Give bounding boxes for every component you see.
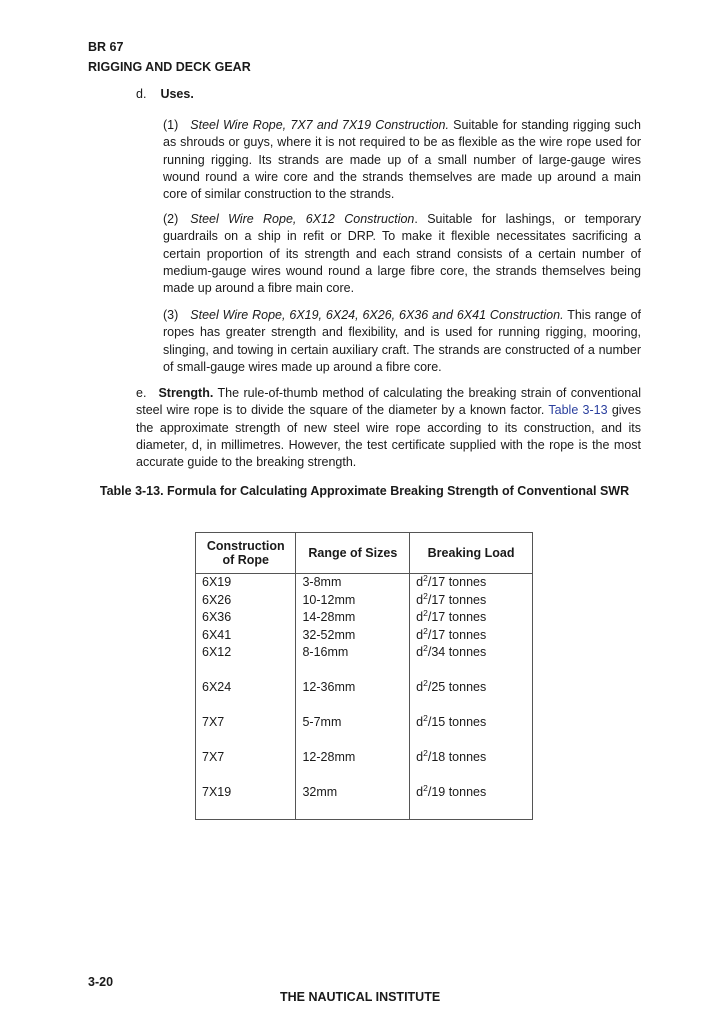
- construction-cell: 7X7: [196, 749, 296, 784]
- section-d-title: Uses.: [160, 87, 194, 101]
- uses-item-number: (2): [163, 212, 179, 226]
- header-range-of-sizes: Range of Sizes: [296, 533, 410, 574]
- construction-cell: 6X19 6X26 6X36 6X41: [196, 574, 296, 645]
- load-cell: $d^2/19$ tonnes: [410, 784, 533, 820]
- size-cell: 32mm: [296, 784, 410, 820]
- size-cell: 3-8mm 10-12mm 14-28mm 32-52mm: [296, 574, 410, 645]
- uses-item-2: [163, 211, 641, 297]
- size-cell: 12-36mm: [296, 679, 410, 714]
- uses-item-text: This range of ropes has greater strength and flexibility, and is used for running rigging, mooring, slinging, and towing in certain auxiliary craft. The strands are constructed of a number of small-gauge wires made up around a fibre core.: [163, 308, 641, 374]
- table-row: [196, 644, 533, 679]
- uses-item-number: (1): [163, 118, 179, 132]
- load-cell: $d^2/25$ tonnes: [410, 679, 533, 714]
- document-id: BR 67: [88, 40, 124, 54]
- section-d-heading: [136, 87, 194, 101]
- table-caption: Table 3-13. Formula for Calculating Approximate Breaking Strength of Conventional SWR: [99, 484, 630, 498]
- section-e-label: e.: [136, 386, 147, 400]
- footer-institute: THE NAUTICAL INSTITUTE: [280, 990, 441, 1004]
- uses-item-3: [163, 307, 641, 376]
- load-cell: $d^2/18$ tonnes: [410, 749, 533, 784]
- size-cell: 5-7mm: [296, 714, 410, 749]
- uses-item-text: . Suitable for lashings, or temporary guardrails on a ship in refit or DRP. To make it flexible necessitates sacrificing a certain proportion of its strength and each strand consists of a certain number of medium-gauge wires wound round a large fibre core, the strands themselves being made up around a fibre main core.: [163, 212, 641, 296]
- section-d-label: d.: [136, 87, 147, 101]
- uses-item-1: [163, 117, 641, 203]
- strength-text-2: gives the approximate strength of new steel wire rope according to its construction, and its diameter, d, in millimetres. However, the test certificate supplied with the rope is the most accurate guide to the breaking strength.: [136, 403, 641, 470]
- load-cell: $d^2/17$ tonnes $d^2/17$ tonnes $d^2/17$ tonnes $d^2/17$ tonnes: [410, 574, 533, 645]
- page-number: 3-20: [88, 975, 114, 989]
- load-cell: $d^2/34$ tonnes: [410, 644, 533, 679]
- size-cell: 8-16mm: [296, 644, 410, 679]
- construction-cell: 7X7: [196, 714, 296, 749]
- uses-item-title: Steel Wire Rope, 7X7 and 7X19 Construction.: [190, 118, 449, 132]
- uses-item-title: Steel Wire Rope, 6X12 Construction: [190, 212, 415, 226]
- table-row-group: [196, 574, 533, 645]
- strength-paragraph: [136, 385, 641, 471]
- table-3-13-link[interactable]: Table 3-13: [548, 403, 608, 418]
- strength-text-1: The rule-of-thumb method of calculating the breaking strain of conventional steel wire rope is to divide the square of the diameter by a known factor.: [136, 386, 641, 418]
- table-row: [196, 679, 533, 714]
- uses-item-title: Steel Wire Rope, 6X19, 6X24, 6X26, 6X36 and 6X41 Construction.: [190, 308, 564, 322]
- construction-cell: 6X12: [196, 644, 296, 679]
- header-construction: Construction of Rope: [196, 533, 296, 574]
- construction-cell: 7X19: [196, 784, 296, 820]
- uses-item-text: Suitable for standing rigging such as shrouds or guys, where it is not required to be as flexible as the wire rope used for running rigging. Its strands are made up of a small number of large-gauge wires wound round a wire core and the strands themselves are made up around a main core of similar construction to the strands.: [163, 118, 642, 202]
- document-title: RIGGING AND DECK GEAR: [88, 60, 251, 74]
- size-cell: 12-28mm: [296, 749, 410, 784]
- uses-item-number: (3): [163, 308, 179, 322]
- construction-cell: 6X24: [196, 679, 296, 714]
- table-row: [196, 714, 533, 749]
- breaking-strength-table: [195, 532, 533, 820]
- table-row: [196, 784, 533, 820]
- table-row: [196, 749, 533, 784]
- header-breaking-load: Breaking Load: [410, 533, 533, 574]
- section-e-title: Strength.: [158, 386, 214, 400]
- load-cell: $d^2/15$ tonnes: [410, 714, 533, 749]
